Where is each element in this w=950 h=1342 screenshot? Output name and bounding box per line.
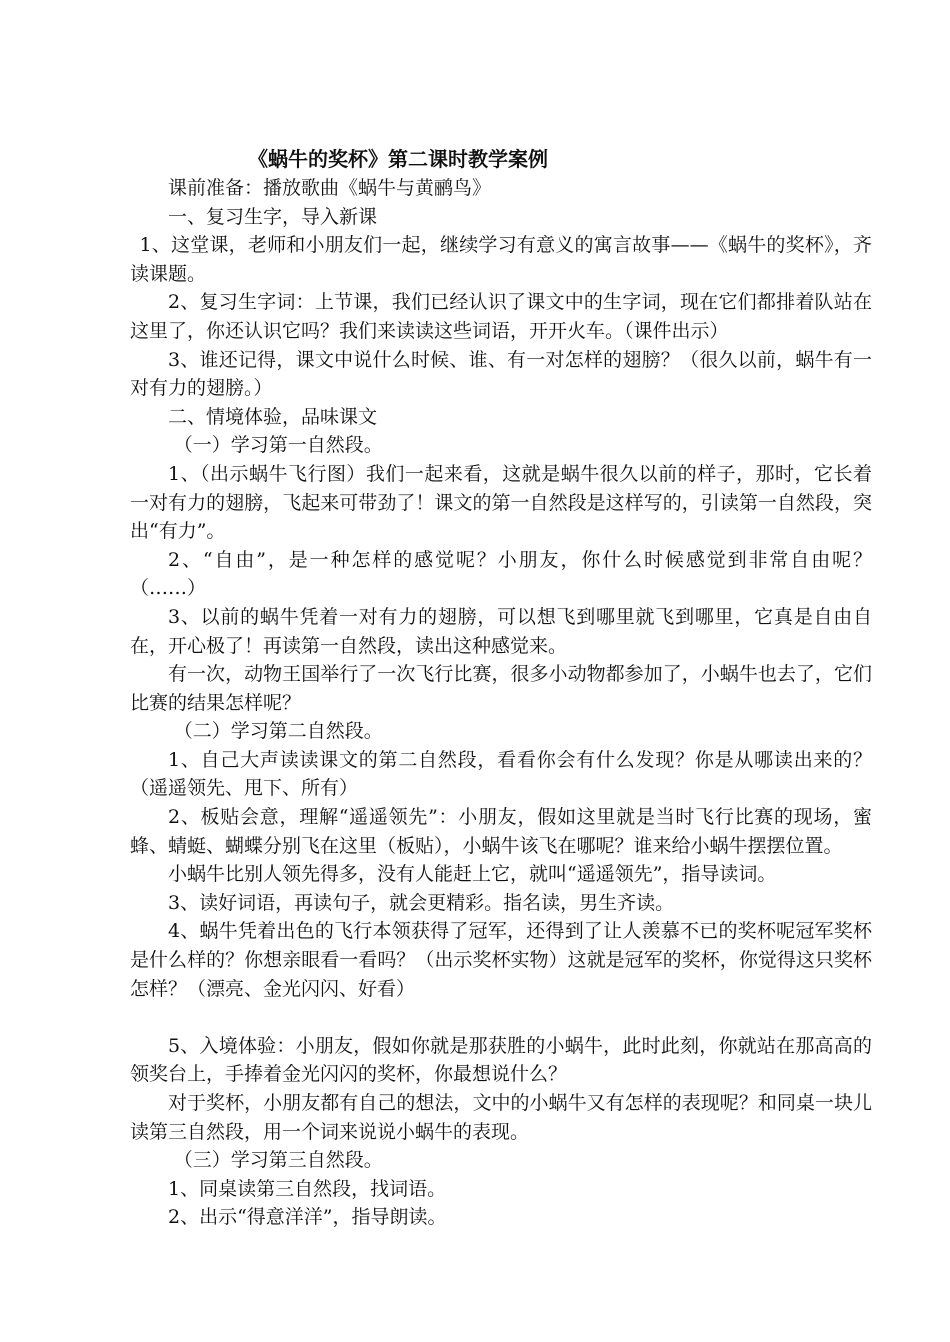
paragraph-s1-1: 1、（出示蜗牛飞行图）我们一起来看，这就是蜗牛很久以前的样子，那时，它长着一对有力的翅膀，飞起来可带劲了！课文的第一自然段是这样写的，引读第一自然段，突出“有力”。	[130, 462, 872, 543]
paragraph-review-2: 2、复习生字词：上节课，我们已经认识了课文中的生字词，现在它们都排着队站在这里了，你还认识它吗？我们来读读这些词语，开开火车。（课件出示）	[130, 291, 872, 342]
subsection-heading-3: （三）学习第三自然段。	[173, 1149, 383, 1172]
paragraph-s2-4: 4、蜗牛凭着出色的飞行本领获得了冠军，还得到了让人羡慕不已的奖杯呢冠军奖杯是什么样的？你想亲眼看一看吗？（出示奖杯实物）这就是冠军的奖杯，你觉得这只奖杯怎样？（漂亮、金光闪闪、好看）	[130, 920, 872, 1000]
paragraph-s2-transition: 对于奖杯，小朋友都有自己的想法，文中的小蜗牛又有怎样的表现呢？和同桌一块儿读第三自然段，用一个词来说说小蜗牛的表现。	[130, 1092, 872, 1143]
document-title: 《蜗牛的奖杯》第二课时教学案例	[248, 147, 548, 171]
paragraph-transition: 有一次，动物王国举行了一次飞行比赛，很多小动物都参加了，小蜗牛也去了，它们比赛的结果怎样呢？	[130, 663, 872, 714]
document-body	[130, 174, 872, 1232]
subsection-heading-1: （一）学习第一自然段。	[173, 434, 383, 457]
section-heading-review: 一、复习生字，导入新课	[168, 205, 378, 228]
paragraph-s2-2: 2、板贴会意，理解“遥遥领先”：小朋友，假如这里就是当时飞行比赛的现场，蜜蜂、蜻蜓、蝴蝶分别飞在这里（板贴），小蜗牛该飞在哪呢？谁来给小蜗牛摆摆位置。	[130, 806, 872, 857]
paragraph-s1-3: 3、以前的蜗牛凭着一对有力的翅膀，可以想飞到哪里就飞到哪里，它真是自由自在，开心极了！再读第一自然段，读出这种感觉来。	[130, 605, 872, 657]
paragraph-review-1: 1、这堂课，老师和小朋友们一起，继续学习有意义的寓言故事——《蜗牛的奖杯》，齐读课题。	[130, 234, 872, 285]
section-heading-experience: 二、情境体验，品味课文	[168, 405, 378, 428]
paragraph-s2-5: 5、入境体验：小朋友，假如你就是那获胜的小蜗牛，此时此刻，你就站在那高高的领奖台上，手捧着金光闪闪的奖杯，你最想说什么？	[130, 1034, 872, 1086]
paragraph-s1-2: 2、“自由”，是一种怎样的感觉呢？小朋友，你什么时候感觉到非常自由呢？（……）	[130, 548, 872, 600]
paragraph-s2-explain: 小蜗牛比别人领先得多，没有人能赶上它，就叫“遥遥领先”，指导读词。	[168, 863, 777, 886]
paragraph-s3-1: 1、同桌读第三自然段，找词语。	[168, 1177, 447, 1200]
subsection-heading-2: （二）学习第二自然段。	[173, 720, 383, 743]
paragraph-s2-1: 1、自己大声读读课文的第二自然段，看看你会有什么发现？你是从哪读出来的？（遥遥领先、甩下、所有）	[130, 748, 872, 800]
paragraph-preparation: 课前准备：播放歌曲《蜗牛与黄鹂鸟》	[168, 177, 492, 199]
paragraph-s2-3: 3、读好词语，再读句子，就会更精彩。指名读，男生齐读。	[168, 891, 675, 914]
paragraph-s3-2: 2、出示“得意洋洋”，指导朗读。	[168, 1206, 447, 1229]
paragraph-review-3: 3、谁还记得，课文中说什么时候、谁、有一对怎样的翅膀？（很久以前，蜗牛有一对有力的翅膀。）	[130, 348, 872, 400]
